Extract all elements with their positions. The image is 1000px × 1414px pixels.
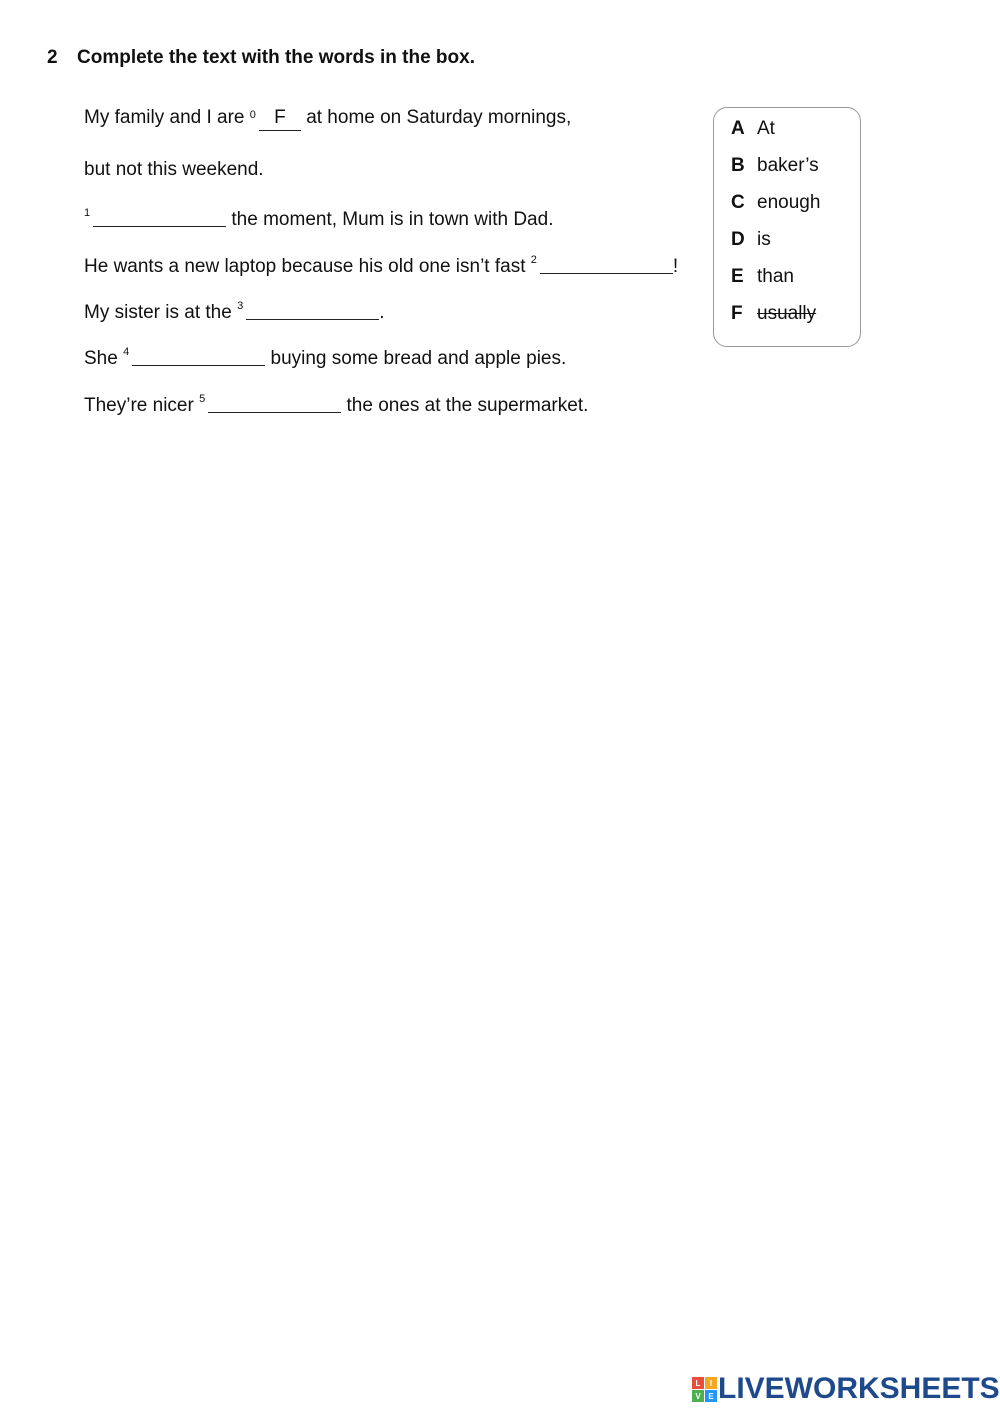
option-letter: D bbox=[731, 229, 745, 250]
line-text: My sister is at the bbox=[84, 302, 232, 323]
answer-blank-2[interactable] bbox=[540, 253, 673, 274]
line-text: They’re nicer bbox=[84, 395, 194, 416]
item-number: 0 bbox=[249, 109, 256, 121]
line-text: the moment, Mum is in town with Dad. bbox=[231, 209, 554, 230]
item-number: 1 bbox=[84, 207, 91, 219]
item-number: 5 bbox=[199, 393, 206, 405]
option-letter: B bbox=[731, 155, 745, 176]
exercise-heading bbox=[47, 47, 475, 69]
line-text: buying some bread and apple pies. bbox=[270, 348, 567, 369]
line-text: but not this weekend. bbox=[84, 159, 264, 180]
text-line-4 bbox=[84, 343, 566, 371]
text-line-5 bbox=[84, 390, 588, 418]
text-line-2 bbox=[84, 251, 678, 279]
item-number: 2 bbox=[530, 254, 537, 266]
logo-icon-letter: E bbox=[705, 1390, 717, 1402]
text-line-3 bbox=[84, 297, 385, 325]
option-letter: F bbox=[731, 303, 743, 324]
logo-icon-letter: V bbox=[692, 1390, 704, 1402]
logo-icon-letter: L bbox=[692, 1377, 704, 1389]
word-option-used bbox=[731, 303, 816, 325]
word-option bbox=[731, 118, 775, 140]
line-text: at home on Saturday mornings, bbox=[306, 107, 572, 128]
line-text: the ones at the supermarket. bbox=[346, 395, 589, 416]
text-line-0b bbox=[84, 158, 264, 182]
item-number: 4 bbox=[123, 346, 130, 358]
word-option bbox=[731, 155, 819, 177]
answer-blank-0[interactable]: F bbox=[259, 106, 301, 131]
option-word: is bbox=[757, 229, 771, 250]
line-text: ! bbox=[672, 256, 679, 277]
exercise-instruction: Complete the text with the words in the box. bbox=[77, 47, 475, 68]
liveworksheets-logo-icon bbox=[692, 1377, 716, 1401]
option-letter: E bbox=[731, 266, 744, 287]
option-word: usually bbox=[757, 303, 817, 324]
line-text: My family and I are bbox=[84, 107, 245, 128]
word-box bbox=[713, 107, 861, 347]
text-line-0 bbox=[84, 106, 571, 131]
option-word: At bbox=[757, 118, 775, 139]
word-option bbox=[731, 266, 794, 288]
option-word: than bbox=[757, 266, 794, 287]
logo-icon-letter: I bbox=[705, 1377, 717, 1389]
option-letter: A bbox=[731, 118, 745, 139]
line-text: She bbox=[84, 348, 118, 369]
line-text: . bbox=[379, 302, 385, 323]
line-text: He wants a new laptop because his old one isn’t fast bbox=[84, 256, 526, 277]
text-line-1 bbox=[84, 204, 553, 232]
exercise-number: 2 bbox=[47, 47, 58, 68]
word-option bbox=[731, 192, 820, 214]
answer-blank-4[interactable] bbox=[132, 345, 265, 366]
option-letter: C bbox=[731, 192, 745, 213]
option-word: enough bbox=[757, 192, 821, 213]
answer-blank-1[interactable] bbox=[93, 206, 226, 227]
liveworksheets-logo bbox=[692, 1372, 1000, 1406]
answer-blank-3[interactable] bbox=[246, 299, 379, 320]
answer-blank-5[interactable] bbox=[208, 392, 341, 413]
brand-name: LIVEWORKSHEETS bbox=[718, 1372, 1000, 1405]
item-number: 3 bbox=[237, 300, 244, 312]
option-word: baker’s bbox=[757, 155, 819, 176]
word-option bbox=[731, 229, 771, 251]
